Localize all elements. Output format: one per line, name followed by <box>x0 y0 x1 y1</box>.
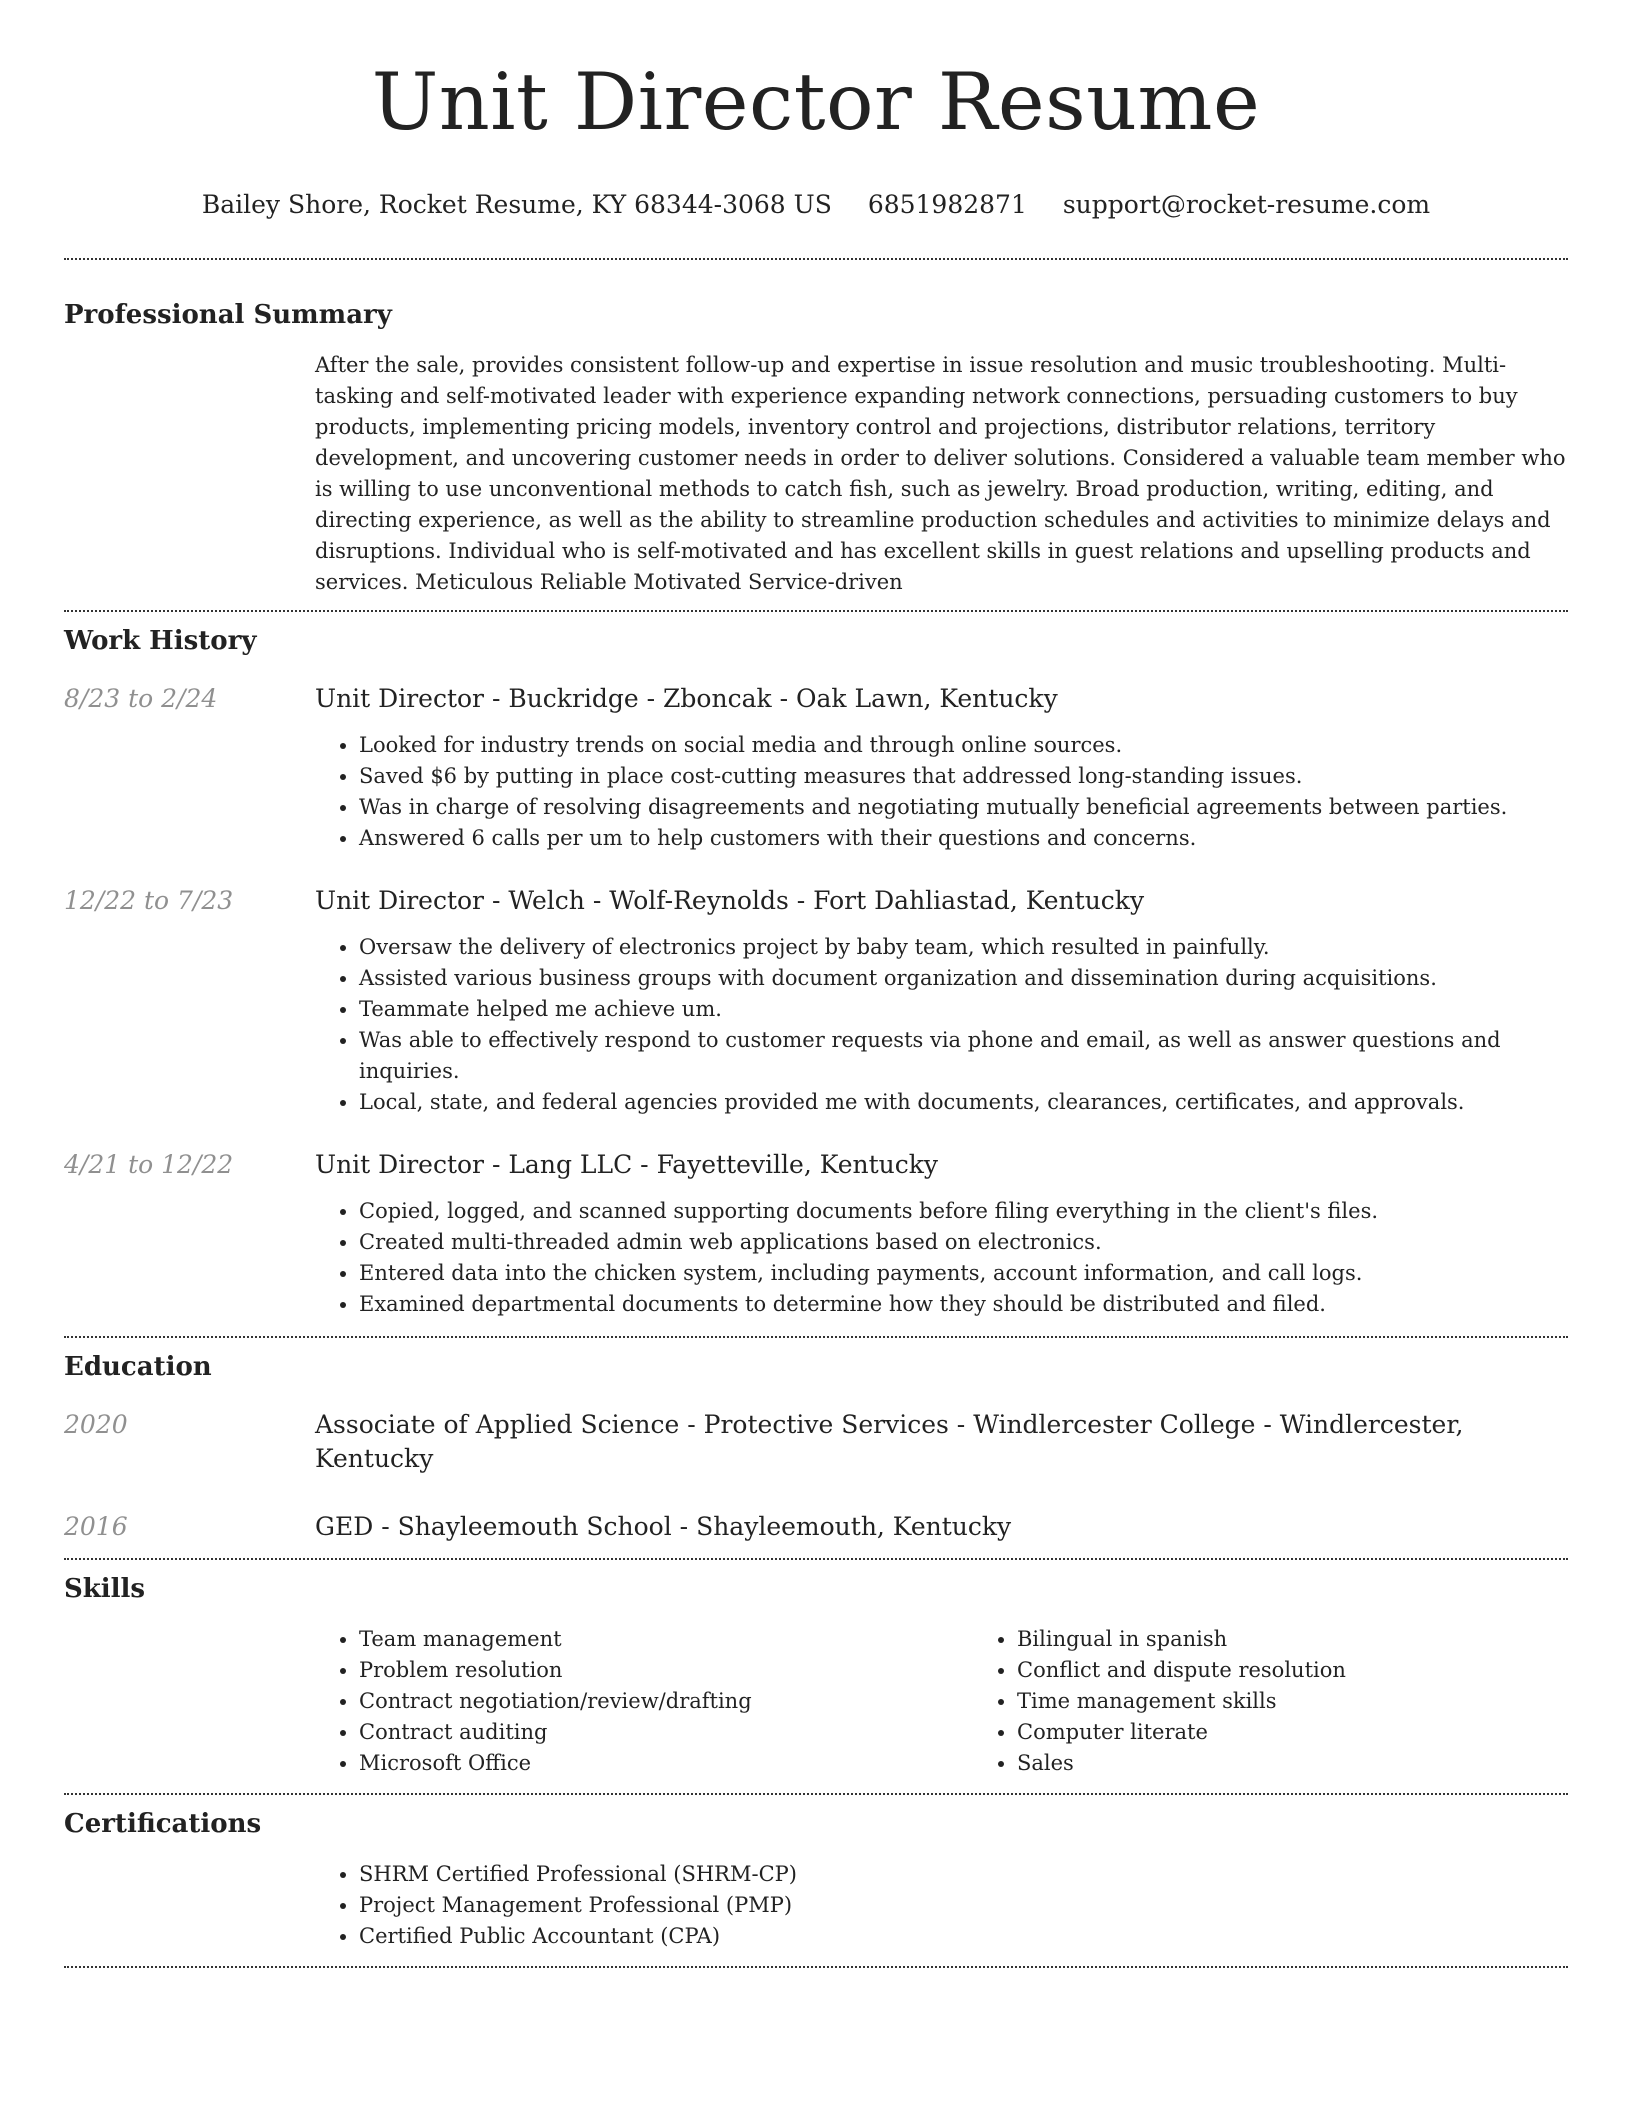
list-item: • Created multi-threaded admin web applications based on electronics. <box>359 1227 1568 1258</box>
list-item: • Time management skills <box>1017 1686 1631 1717</box>
skills-section <box>64 1560 1568 1793</box>
list-item: • Was in charge of resolving disagreements and negotiating mutually beneficial agreements between parties. <box>359 792 1568 823</box>
work-heading: Work History <box>64 626 257 656</box>
job-dates: 12/22 to 7/23 <box>64 886 234 915</box>
certifications-section <box>64 1795 1568 1966</box>
skills-list-left <box>315 1624 973 1779</box>
job-title: Unit Director - Buckridge - Zboncak - Oak Lawn, Kentucky <box>315 684 1058 713</box>
certifications-list <box>315 1859 1568 1952</box>
work-section <box>64 612 1568 1336</box>
summary-text: After the sale, provides consistent follow-up and expertise in issue resolution and music troubleshooting. Multi-tasking and self-motivated leader with experience expanding network connections, persuading customers to buy products, implementing pricing models, inventory control and projections, distributor relations, territory development, and uncovering customer needs in order to deliver solutions. Considered a valuable team member who is willing to use unconventional methods to catch fish, such as jewelry. Broad production, writing, editing, and directing experience, as well as the ability to streamline production schedules and activities to minimize delays and disruptions. Individual who is self-motivated and has excellent skills in guest relations and upselling products and services. Meticulous Reliable Motivated Service-driven <box>315 353 1566 594</box>
education-entry <box>64 1408 1568 1476</box>
list-item: • Was able to effectively respond to customer requests via phone and email, as well as answer questions and inquiries. <box>359 1025 1568 1087</box>
list-item: • Contract auditing <box>359 1717 973 1748</box>
list-item: • Microsoft Office <box>359 1748 973 1779</box>
list-item: • Examined departmental documents to determine how they should be distributed and filed. <box>359 1289 1568 1320</box>
list-item: • Local, state, and federal agencies provided me with documents, clearances, certificates, and approvals. <box>359 1087 1568 1118</box>
resume-page <box>64 0 1568 1968</box>
skills-heading: Skills <box>64 1574 146 1604</box>
education-section <box>64 1338 1568 1558</box>
list-item: • Looked for industry trends on social media and through online sources. <box>359 730 1568 761</box>
list-item: • Copied, logged, and scanned supporting documents before filing everything in the client's files. <box>359 1196 1568 1227</box>
list-item: • Certified Public Accountant (CPA) <box>359 1921 1568 1952</box>
job-dates: 4/21 to 12/22 <box>64 1150 234 1179</box>
summary-heading: Professional Summary <box>64 300 392 330</box>
divider <box>64 1966 1568 1968</box>
list-item: • Team management <box>359 1624 973 1655</box>
contact-address: Bailey Shore, Rocket Resume, KY 68344-3068 US <box>201 190 832 219</box>
list-item: • Contract negotiation/review/drafting <box>359 1686 973 1717</box>
job-bullets <box>315 730 1568 854</box>
list-item: • SHRM Certified Professional (SHRM-CP) <box>359 1859 1568 1890</box>
job-title: Unit Director - Welch - Wolf-Reynolds - Fort Dahliastad, Kentucky <box>315 886 1145 915</box>
job-entry <box>64 1148 1568 1320</box>
list-item: • Entered data into the chicken system, including payments, account information, and call logs. <box>359 1258 1568 1289</box>
list-item: • Oversaw the delivery of electronics project by baby team, which resulted in painfully. <box>359 932 1568 963</box>
list-item: • Sales <box>1017 1748 1631 1779</box>
education-year: 2016 <box>64 1512 128 1541</box>
job-entry <box>64 682 1568 854</box>
education-entry <box>64 1510 1568 1544</box>
list-item: • Bilingual in spanish <box>1017 1624 1631 1655</box>
list-item: • Computer literate <box>1017 1717 1631 1748</box>
job-bullets <box>315 932 1568 1118</box>
education-heading: Education <box>64 1352 212 1382</box>
education-title: GED - Shayleemouth School - Shayleemouth, Kentucky <box>315 1512 1012 1541</box>
list-item: • Conflict and dispute resolution <box>1017 1655 1631 1686</box>
resume-title: Unit Director Resume <box>371 56 1261 148</box>
list-item: • Saved $6 by putting in place cost-cutting measures that addressed long-standing issues. <box>359 761 1568 792</box>
list-item: • Answered 6 calls per um to help customers with their questions and concerns. <box>359 823 1568 854</box>
list-item: • Assisted various business groups with document organization and dissemination during acquisitions. <box>359 963 1568 994</box>
contact-line <box>64 188 1568 222</box>
skills-list-right <box>973 1624 1631 1779</box>
summary-section <box>64 260 1568 610</box>
contact-email: support@rocket-resume.com <box>1062 190 1431 219</box>
education-year: 2020 <box>64 1410 128 1439</box>
job-bullets <box>315 1196 1568 1320</box>
job-dates: 8/23 to 2/24 <box>64 684 218 713</box>
job-entry <box>64 884 1568 1118</box>
list-item: • Project Management Professional (PMP) <box>359 1890 1568 1921</box>
list-item: • Teammate helped me achieve um. <box>359 994 1568 1025</box>
job-title: Unit Director - Lang LLC - Fayetteville, Kentucky <box>315 1150 939 1179</box>
list-item: • Problem resolution <box>359 1655 973 1686</box>
certifications-heading: Certifications <box>64 1809 262 1839</box>
education-title: Associate of Applied Science - Protective Services - Windlercester College - Windlercester, Kentucky <box>315 1410 1464 1473</box>
contact-phone: 6851982871 <box>867 190 1027 219</box>
